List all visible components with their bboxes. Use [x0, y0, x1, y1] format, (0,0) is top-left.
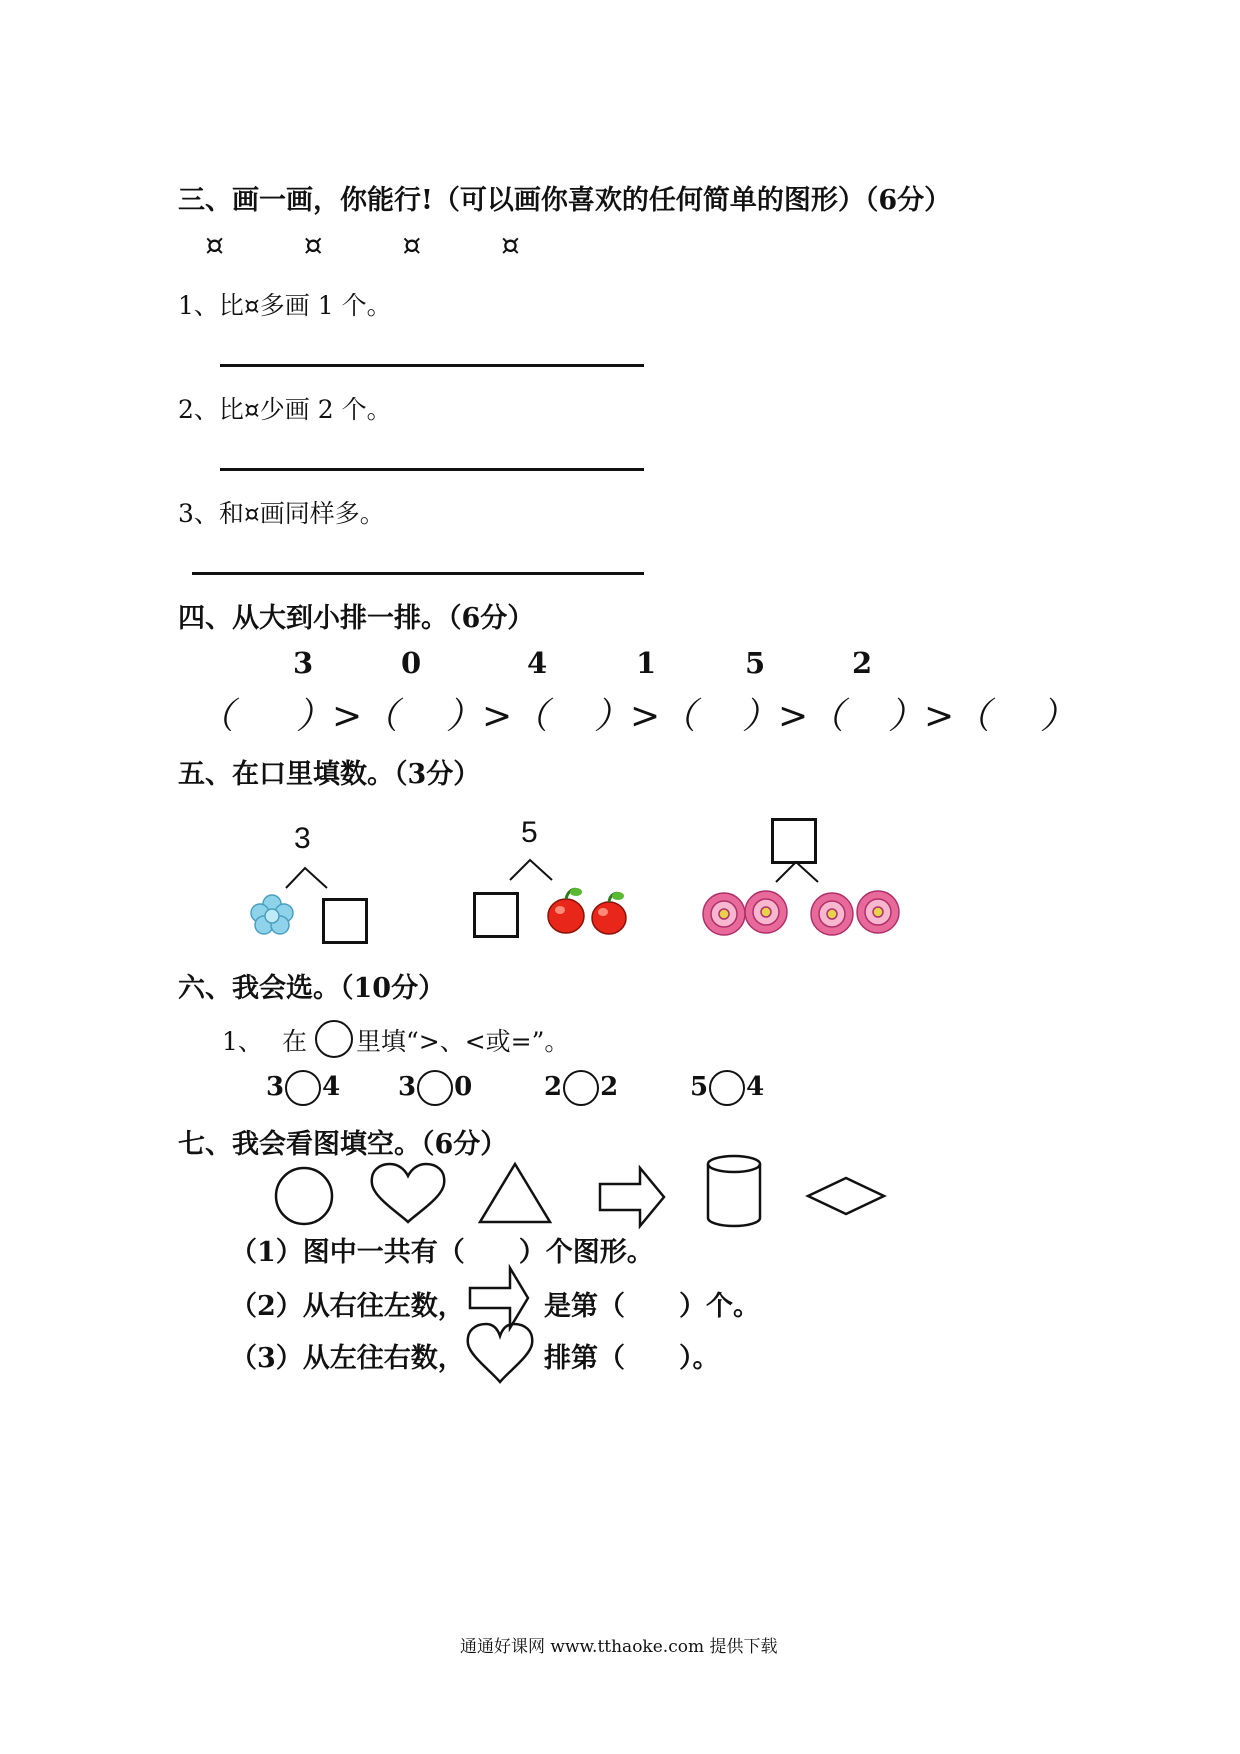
cylinder-icon	[708, 1156, 760, 1226]
section7-title: 七、我会看图填空。（6分）	[178, 1129, 508, 1160]
answer-blank[interactable]: ）	[1040, 696, 1077, 737]
triangle-icon	[480, 1164, 550, 1222]
number-item: 5	[745, 646, 766, 680]
compare-left: 5	[690, 1072, 709, 1102]
section6-q1-number: 1、	[222, 1027, 263, 1056]
compare-right: 0	[454, 1072, 473, 1102]
number-item: 3	[293, 646, 314, 680]
section7-q1: （1）图中一共有（ ）个图形。	[230, 1237, 654, 1268]
circle-icon	[276, 1168, 332, 1224]
section6-q1-pre: 在	[282, 1027, 308, 1056]
compare-left: 3	[398, 1072, 417, 1102]
answer-blank[interactable]: （	[198, 696, 235, 737]
answer-blank[interactable]: ）>（	[446, 696, 549, 737]
answer-blank[interactable]: ）>（	[296, 696, 399, 737]
compare-right: 4	[746, 1072, 765, 1102]
compare-left: 3	[266, 1072, 285, 1102]
compare-left: 2	[544, 1072, 563, 1102]
heart-icon	[468, 1324, 533, 1382]
bond-total: 5	[521, 816, 538, 849]
section7-q2-pre: （2）从右往左数，	[230, 1291, 465, 1322]
footer-text: 通通好课网 www.tthaoke.com 提供下载	[460, 1637, 778, 1657]
currency-symbol-icon: ¤	[402, 228, 422, 263]
number-item: 4	[527, 646, 548, 680]
currency-symbol-icon: ¤	[205, 228, 225, 263]
section6-title: 六、我会选。（10分）	[178, 973, 446, 1004]
section3-q1: 1、比¤多画 1 个。	[178, 291, 392, 320]
currency-symbol-icon: ¤	[500, 228, 521, 263]
section7-q3-post: 排第（ ）。	[544, 1343, 720, 1374]
number-item: 2	[852, 646, 873, 680]
section3-title: 三、画一画，你能行!（可以画你喜欢的任何简单的图形）（6分）	[178, 185, 952, 216]
arrow-right-icon	[600, 1168, 664, 1226]
answer-blank[interactable]: ）>（	[888, 696, 991, 737]
section4-title: 四、从大到小排一排。（6分）	[178, 603, 535, 634]
number-item: 0	[401, 646, 422, 680]
answer-blank[interactable]: ）>（	[742, 696, 845, 737]
section7-q2-post: 是第（ ）个。	[544, 1291, 760, 1322]
currency-symbol-icon: ¤	[303, 228, 323, 263]
section3-q2: 2、比¤少画 2 个。	[178, 395, 392, 424]
section3-q3: 3、和¤画同样多。	[178, 499, 385, 528]
compare-right: 4	[322, 1072, 341, 1102]
number-item: 1	[636, 646, 657, 680]
arrow-right-icon	[470, 1268, 528, 1328]
section6-q1-post: 里填“>、<或=”。	[356, 1027, 570, 1056]
bond-total: 3	[294, 822, 311, 855]
section5-title: 五、在口里填数。（3分）	[178, 759, 481, 790]
answer-blank[interactable]: ）>（	[594, 696, 697, 737]
section7-q3-pre: （3）从左往右数，	[230, 1343, 465, 1374]
compare-right: 2	[600, 1072, 619, 1102]
diamond-icon	[808, 1178, 884, 1214]
heart-icon	[372, 1164, 445, 1222]
